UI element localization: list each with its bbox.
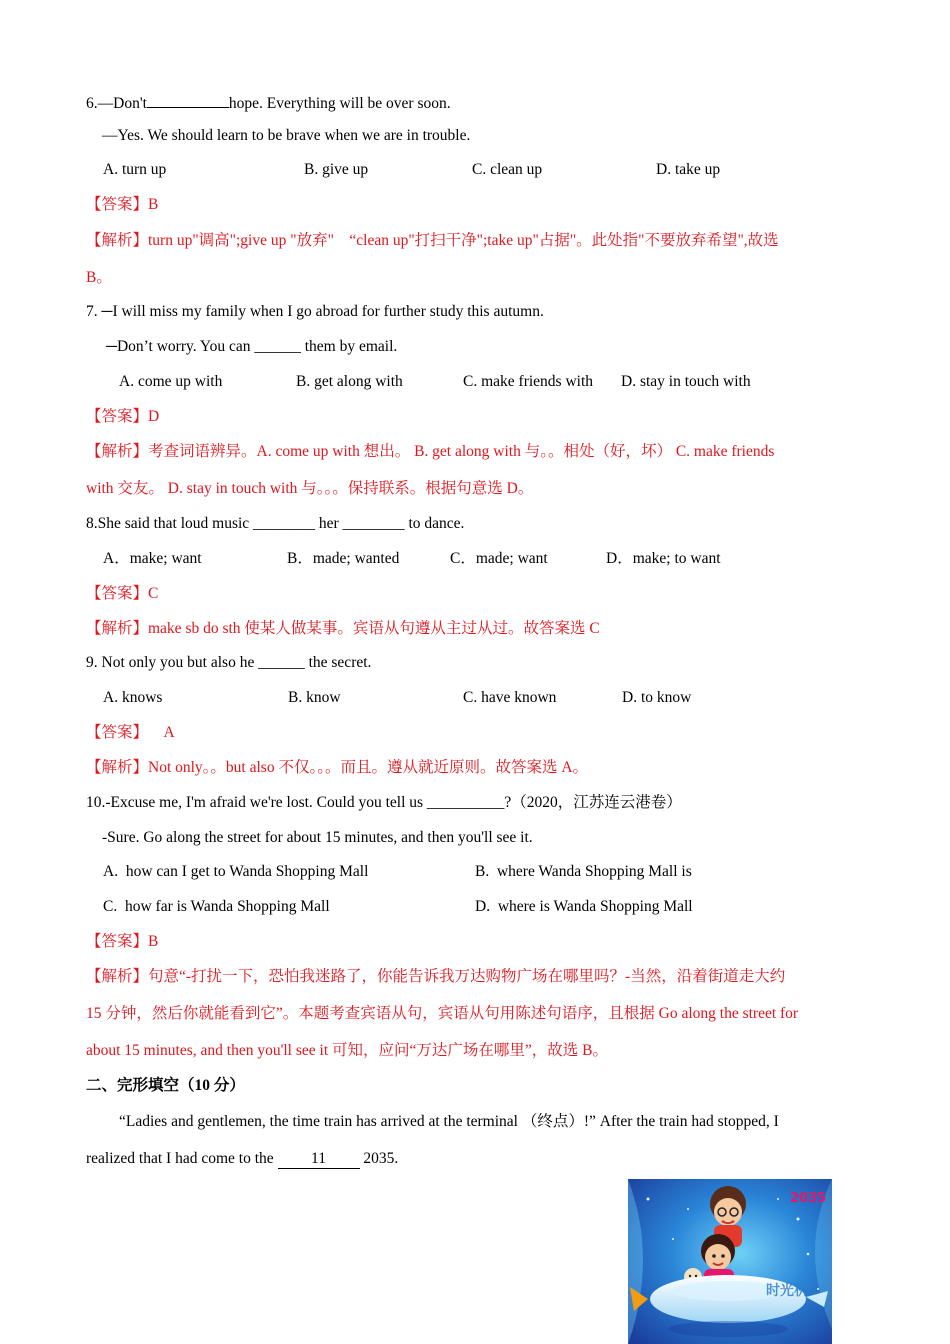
- q10-answer: 【答案】B: [86, 933, 159, 950]
- q8-answer: 【答案】C: [86, 585, 159, 602]
- q7-option-b: B. get along with: [296, 373, 403, 390]
- q7-option-c: C. make friends with: [463, 373, 594, 390]
- q10-analysis-line1: 【解析】句意“-打扰一下，恐怕我迷路了，你能告诉我万达购物广场在哪里吗？-当然，沿着街道走大约: [86, 968, 786, 985]
- q8-option-a: A．make; want: [103, 550, 202, 567]
- q8-stem: 8.She said that loud music ________ her ________ to dance.: [86, 515, 465, 532]
- svg-text:时光机: 时光机: [766, 1283, 808, 1299]
- q8-option-c: C．made; want: [450, 550, 548, 567]
- q9-option-a: A. knows: [103, 689, 163, 706]
- caption-label: [766, 1282, 808, 1299]
- q10-option-a: A. how can I get to Wanda Shopping Mall: [103, 863, 369, 880]
- q7-option-a: A. come up with: [119, 373, 223, 390]
- q6-analysis-line2: B。: [86, 269, 112, 286]
- q10-analysis-line3: about 15 minutes, and then you'll see it 可知，应问“万达广场在哪里”，故选 B。: [86, 1042, 608, 1059]
- year-label: [790, 1191, 826, 1206]
- time-machine-illustration: [628, 1179, 832, 1344]
- q10-option-b: B. where Wanda Shopping Mall is: [475, 863, 692, 880]
- q9-analysis: 【解析】Not only。。but also 不仅。。。而且。遵从就近原则。故答案选 A。: [86, 759, 589, 776]
- q7-stem: 7. ─I will miss my family when I go abroad for further study this autumn.: [86, 303, 544, 320]
- q8-analysis: 【解析】make sb do sth 使某人做某事。宾语从句遵从主过从过。故答案选 C: [86, 620, 600, 637]
- q10-reply: -Sure. Go along the street for about 15 minutes, and then you'll see it.: [102, 829, 533, 846]
- q7-analysis-line1: 【解析】考查词语辨异。A. come up with 想出。 B. get along with 与。。相处（好，坏） C. make friends: [86, 443, 775, 460]
- q6-answer: 【答案】B: [86, 196, 159, 213]
- q7-analysis-line2: with 交友。 D. stay in touch with 与。。。保持联系。根据句意选 D。: [86, 480, 534, 497]
- q9-stem: 9. Not only you but also he ______ the secret.: [86, 654, 372, 671]
- q7-answer: 【答案】D: [86, 408, 160, 425]
- q7-reply: ─Don’t worry. You can ______ them by email.: [106, 338, 398, 355]
- q6-reply: —Yes. We should learn to be brave when we are in trouble.: [102, 127, 471, 144]
- q9-option-b: B. know: [288, 689, 341, 706]
- q10-stem: 10.-Excuse me, I'm afraid we're lost. Could you tell us __________?（2020，江苏连云港卷）: [86, 794, 682, 811]
- q6-option-d: D. take up: [656, 161, 721, 178]
- section-heading: 二、完形填空（10 分）: [86, 1077, 245, 1094]
- q9-option-d: D. to know: [622, 689, 692, 706]
- svg-text:2035: 2035: [790, 1191, 827, 1206]
- passage-line2: realized that I had come to the 11 2035.: [86, 1150, 399, 1167]
- passage-line1: “Ladies and gentlemen, the time train has arrived at the terminal （终点）!” After the train had stopped, I: [119, 1113, 779, 1130]
- q6-analysis-line1: 【解析】turn up"调高";give up "放弃" “clean up"打扫干净";take up"占据"。此处指"不要放弃希望",故选: [86, 232, 779, 249]
- q7-option-d: D. stay in touch with: [621, 373, 751, 390]
- q10-analysis-line2: 15 分钟，然后你就能看到它”。本题考查宾语从句，宾语从句用陈述句语序，且根据 Go along the street for: [86, 1005, 799, 1022]
- q9-option-c: C. have known: [463, 689, 557, 706]
- q6-option-a: A. turn up: [103, 161, 167, 178]
- q9-answer: 【答案】 A: [86, 724, 175, 741]
- q6-option-c: C. clean up: [472, 161, 543, 178]
- q10-option-c: C. how far is Wanda Shopping Mall: [103, 898, 330, 915]
- q8-option-b: B．made; wanted: [287, 550, 400, 567]
- q10-option-d: D. where is Wanda Shopping Mall: [475, 898, 693, 915]
- blank-11[interactable]: 11: [278, 1150, 360, 1169]
- q6-option-b: B. give up: [304, 161, 369, 178]
- q6-stem: 6.—Don't hope. Everything will be over soon.: [86, 91, 451, 114]
- q8-option-d: D．make; to want: [606, 550, 721, 567]
